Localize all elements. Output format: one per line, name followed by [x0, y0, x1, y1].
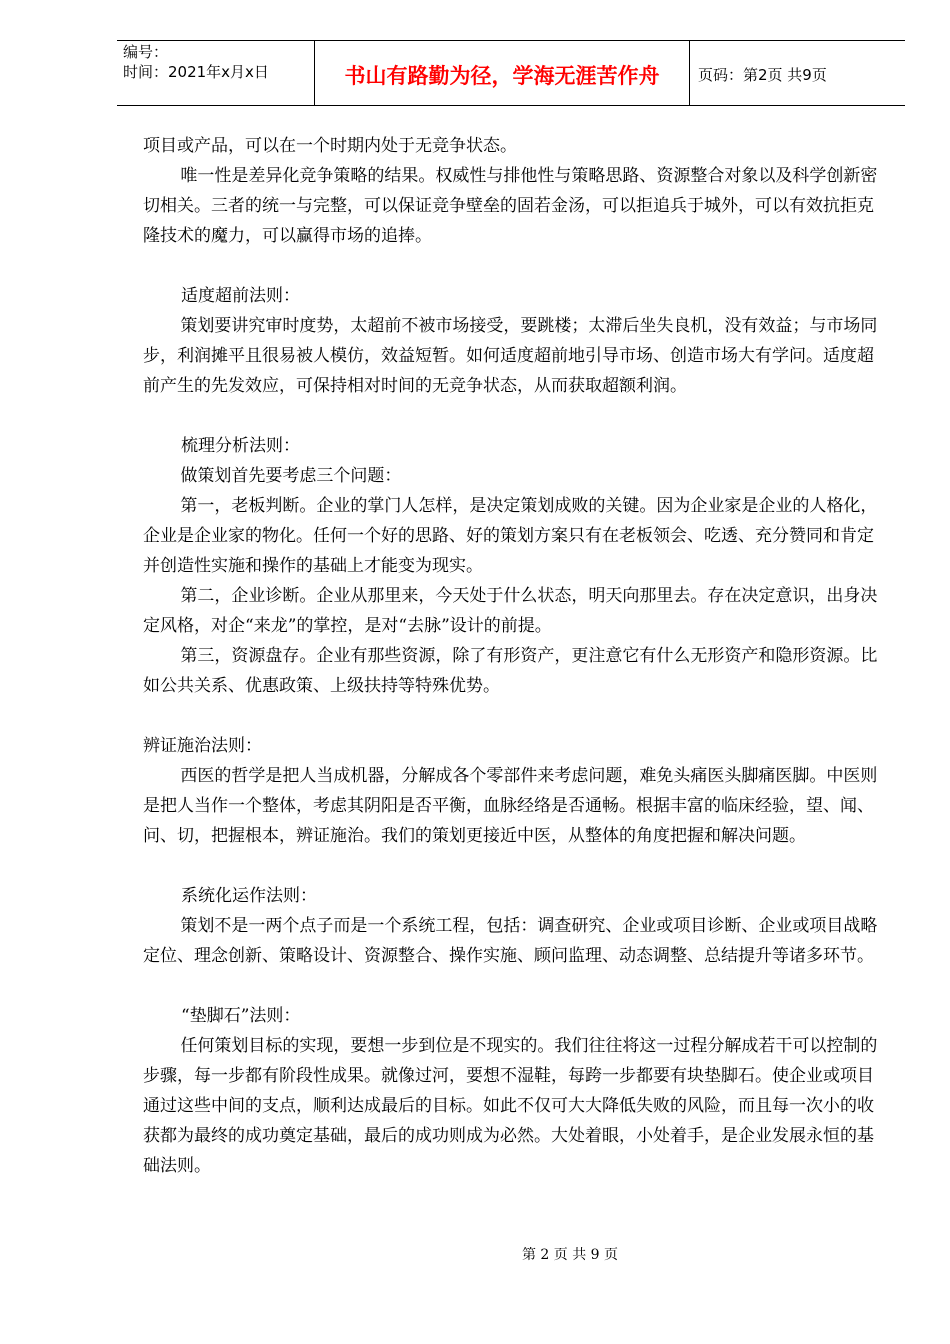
header-page-label: 页码：第2页 共9页 — [698, 65, 827, 84]
spacer — [143, 851, 883, 881]
paragraph: 第三，资源盘存。企业有那些资源，除了有形资产，更注意它有什么无形资产和隐形资源。比如公共关系、优惠政策、上级扶持等特殊优势。 — [143, 646, 878, 696]
section-heading-system: 系统化运作法则： — [181, 886, 317, 906]
document-body — [143, 131, 883, 1181]
paragraph: 策划不是一两个点子而是一个系统工程，包括：调查研究、企业或项目诊断、企业或项目战略定位、理念创新、策略设计、资源整合、操作实施、顾问监理、动态调整、总结提升等诸多环节。 — [143, 916, 878, 966]
page-header — [117, 40, 905, 106]
paragraph: 策划要讲究审时度势，太超前不被市场接受，要跳楼；太滞后坐失良机，没有效益；与市场同步，利润摊平且很易被人模仿，效益短暂。如何适度超前地引导市场、创造市场大有学问。适度超前产生的先发效应，可保持相对时间的无竞争状态，从而获取超额利润。 — [143, 316, 878, 396]
page-footer: 第 2 页 共 9 页 — [521, 1247, 619, 1263]
section-heading-stepping-stone: “垫脚石”法则： — [181, 1006, 301, 1026]
header-motto: 书山有路勤为径，学海无涯苦作舟 — [315, 41, 690, 105]
section-heading-sort: 梳理分析法则： — [181, 436, 300, 456]
paragraph: 第二，企业诊断。企业从那里来，今天处于什么状态，明天向那里去。存在决定意识，出身决定风格，对企“来龙”的掌控，是对“去脉”设计的前提。 — [143, 586, 878, 636]
spacer — [143, 701, 883, 731]
paragraph: 第一，老板判断。企业的掌门人怎样，是决定策划成败的关键。因为企业家是企业的人格化，企业是企业家的物化。任何一个好的思路、好的策划方案只有在老板领会、吃透、充分赞同和肯定并创造性实施和操作的基础上才能变为现实。 — [143, 496, 878, 576]
section-heading-diagnosis: 辨证施治法则： — [143, 736, 262, 756]
section-heading-advance: 适度超前法则： — [181, 286, 300, 306]
paragraph: 西医的哲学是把人当成机器，分解成各个零部件来考虑问题，难免头痛医头脚痛医脚。中医则是把人当作一个整体，考虑其阴阳是否平衡，血脉经络是否通畅。根据丰富的临床经验，望、闻、问、切，把握根本，辨证施治。我们的策划更接近中医，从整体的角度把握和解决问题。 — [143, 766, 878, 846]
doc-time-label: 时间：2021年x月x日 — [123, 63, 269, 81]
spacer — [143, 251, 883, 281]
spacer — [143, 401, 883, 431]
paragraph: 做策划首先要考虑三个问题： — [180, 466, 402, 486]
paragraph: 唯一性是差异化竞争策略的结果。权威性与排他性与策略思路、资源整合对象以及科学创新密切相关。三者的统一与完整，可以保证竞争壁垒的固若金汤，可以拒追兵于城外，可以有效抗拒克隆技术的魔力，可以赢得市场的追捧。 — [143, 166, 878, 246]
spacer — [143, 971, 883, 1001]
paragraph: 项目或产品，可以在一个时期内处于无竞争状态。 — [143, 136, 517, 156]
doc-number-label: 编号： — [123, 43, 169, 61]
header-meta-cell — [117, 41, 315, 105]
paragraph: 任何策划目标的实现，要想一步到位是不现实的。我们往往将这一过程分解成若干可以控制的步骤，每一步都有阶段性成果。就像过河，要想不湿鞋，每跨一步都要有块垫脚石。使企业或项目通过这些中间的支点，顺利达成最后的目标。如此不仅可大大降低失败的风险，而且每一次小的收获都为最终的成功奠定基础，最后的成功则成为必然。大处着眼，小处着手，是企业发展永恒的基础法则。 — [143, 1036, 878, 1176]
